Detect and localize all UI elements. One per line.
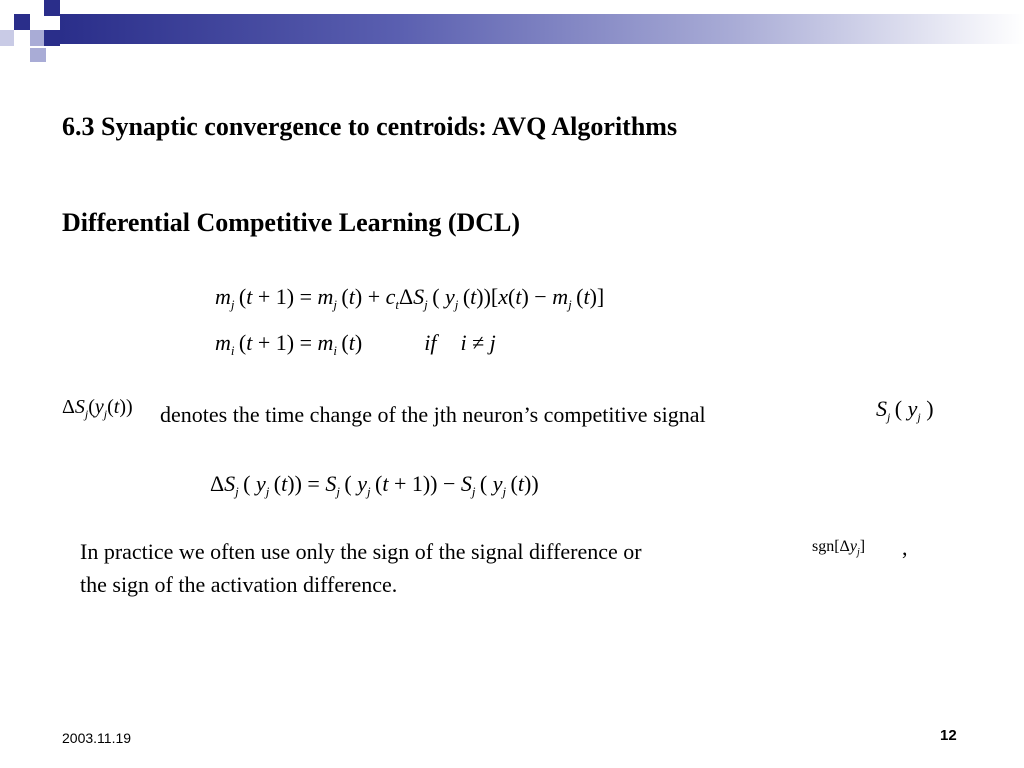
header-gradient-band	[60, 14, 1024, 44]
description-text: denotes the time change of the jth neuron’s competitive signal	[160, 402, 706, 427]
sign-expression: $sgn[\Delta y_j]$	[812, 538, 866, 558]
note-line-2: the sign of the activation difference.	[80, 572, 398, 597]
competitive-signal-symbol: $S_j$ ( $y_j$ )	[876, 396, 934, 424]
header-square-1	[14, 14, 30, 30]
page-number: 12	[940, 727, 957, 744]
note-line-1: In practice we often use only the sign of the signal difference or	[80, 539, 642, 564]
equation-1: $m_j$ $(t + 1) = m_j$ $(t) + c_t\Delta S_j$ ( $y_j$ $(t))[x(t) - m_j$ (t)]	[215, 284, 605, 312]
header-square-5	[44, 30, 60, 46]
header-square-4	[0, 30, 14, 46]
slide-subtitle: Differential Competitive Learning (DCL)	[62, 208, 521, 237]
footer-date: 2003.11.19	[62, 730, 132, 746]
delta-signal-symbol: $\Delta S_j(y_j(t))$	[62, 396, 133, 421]
slide-title: 6.3 Synaptic convergence to centroids: AVQ Algorithms	[62, 112, 678, 141]
note-paragraph	[80, 535, 642, 601]
header-square-6	[30, 48, 46, 62]
header-square-2	[44, 0, 60, 16]
equation-2: $m_i$ $(t + 1) = m_i$ (t) if i ≠ j	[215, 330, 496, 358]
note-comma: ,	[902, 535, 908, 560]
equation-3: $\Delta S_j$ ( $y_j$ $(t)) = S_j$ ( $y_j$ $(t + 1)) - S_j$ ( $y_j$ (t))	[210, 471, 539, 499]
